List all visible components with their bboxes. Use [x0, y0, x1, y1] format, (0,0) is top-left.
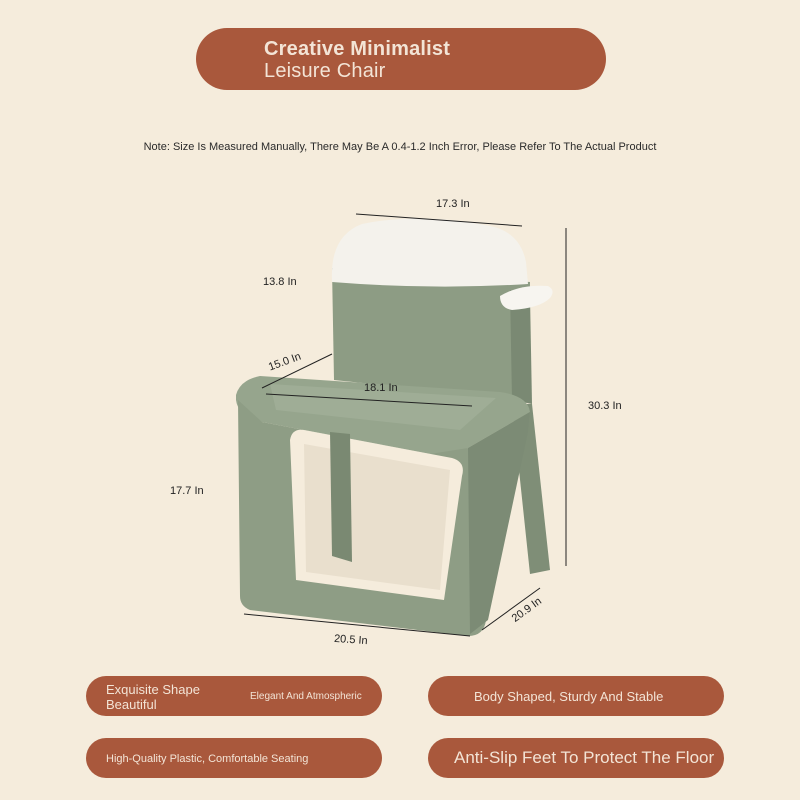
- dim-base-width: 20.5 In: [333, 632, 369, 648]
- feature-pill-sturdy: [428, 676, 724, 716]
- chair-side-frame: [468, 412, 530, 634]
- feature-shape-line-1: Exquisite Shape: [106, 682, 200, 697]
- dim-seat-height: 17.7 In: [170, 485, 204, 497]
- feature-shape-extra: Elegant And Atmospheric: [250, 691, 362, 702]
- title-line-2: Leisure Chair: [264, 60, 386, 82]
- title-line-1: Creative Minimalist: [264, 38, 451, 60]
- dim-base-depth: 20.9 In: [509, 595, 544, 625]
- feature-pill-shape: [86, 676, 382, 716]
- size-note: Note: Size Is Measured Manually, There May Be A 0.4-1.2 Inch Error, Please Refer To The Actual Product: [143, 141, 657, 153]
- feature-antislip-text: Anti-Slip Feet To Protect The Floor: [454, 748, 715, 767]
- feature-sturdy-text: Body Shaped, Sturdy And Stable: [474, 689, 664, 704]
- feature-shape-line-2: Beautiful: [106, 697, 157, 712]
- feature-material-text: High-Quality Plastic, Comfortable Seating: [106, 753, 309, 765]
- dim-seat-depth: 15.0 In: [266, 350, 303, 374]
- chair-backrest-top: [332, 218, 528, 286]
- feature-pill-antislip: [428, 738, 724, 778]
- dim-backrest-width: 17.3 In: [436, 198, 470, 210]
- chair-inner-leg: [330, 432, 352, 562]
- dim-backrest-height: 13.8 In: [263, 276, 297, 288]
- chair-backrest: [332, 268, 530, 400]
- feature-pill-material: [86, 738, 382, 778]
- dim-total-height: 30.3 In: [588, 400, 622, 412]
- dim-seat-width: 18.1 In: [364, 382, 398, 394]
